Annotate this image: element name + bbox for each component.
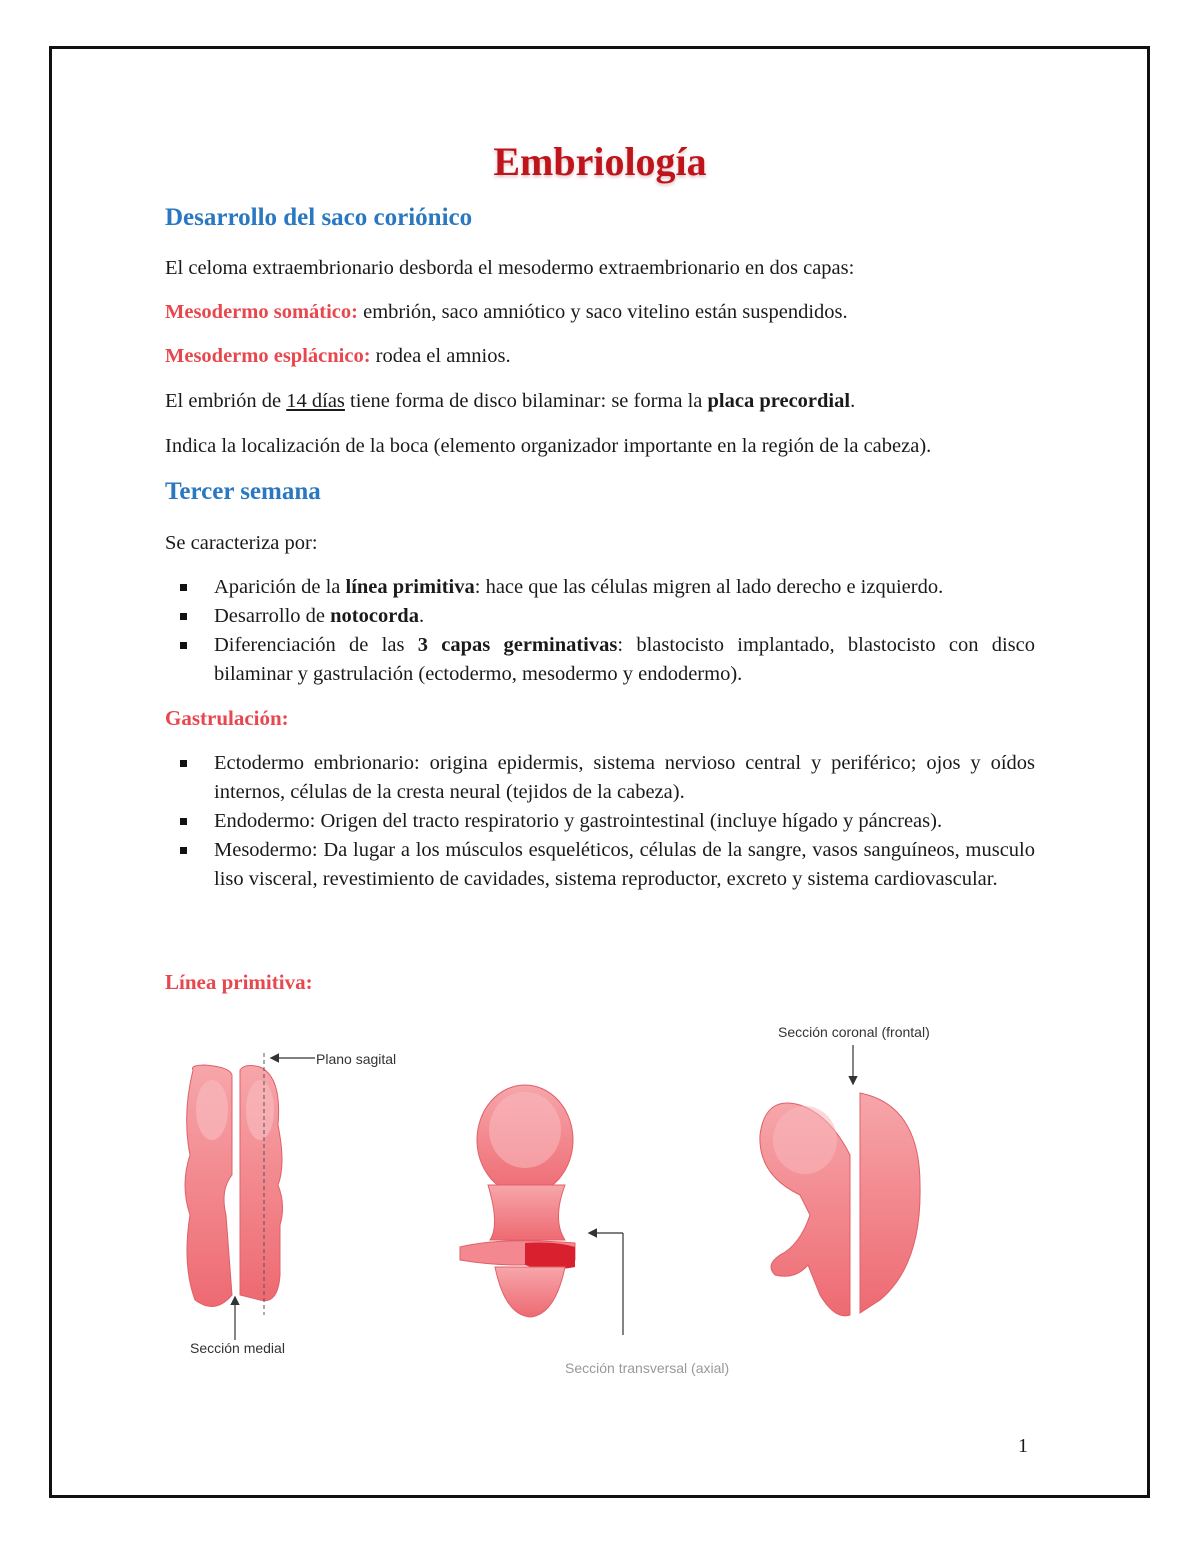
label-plano-sagital: Plano sagital bbox=[316, 1051, 397, 1067]
list-item: Mesodermo: Da lugar a los músculos esqueléticos, células de la sangre, vasos sanguíneos, musculo liso visceral, revestimiento de cavidades, sistema reproductor, excreto y sistema cardiovascular. bbox=[165, 836, 1035, 894]
paragraph-celoma: El celoma extraembrionario desborda el mesodermo extraembrionario en dos capas: bbox=[165, 257, 855, 279]
bullet-icon bbox=[180, 642, 187, 649]
term-mesodermo-somatico: Mesodermo somático: bbox=[165, 301, 358, 323]
label-seccion-coronal: Sección coronal (frontal) bbox=[778, 1024, 930, 1040]
heading-gastrulacion: Gastrulación: bbox=[165, 706, 289, 730]
paragraph-embrion-14-dias: El embrión de 14 días tiene forma de disco bilaminar: se forma la placa precordial. bbox=[165, 390, 856, 412]
list-tercer-semana bbox=[165, 573, 1035, 689]
paragraph-boca: Indica la localización de la boca (elemento organizador importante en la región de la cabeza). bbox=[165, 435, 932, 457]
section-heading-saco-corionico: Desarrollo del saco coriónico bbox=[165, 204, 473, 231]
page-number: 1 bbox=[1018, 1435, 1028, 1457]
embryo-sagittal-figure bbox=[185, 1053, 315, 1340]
list-item: Aparición de la línea primitiva: hace que las células migren al lado derecho e izquierdo. bbox=[165, 573, 1035, 602]
label-seccion-transversal: Sección transversal (axial) bbox=[565, 1360, 730, 1376]
list-item: Ectodermo embrionario: origina epidermis, sistema nervioso central y periférico; ojos y oídos internos, células de la cresta neural (tejidos de la cabeza). bbox=[165, 749, 1035, 807]
heading-linea-primitiva: Línea primitiva: bbox=[165, 970, 313, 994]
document-title: Embriología bbox=[493, 139, 707, 184]
section-heading-tercer-semana: Tercer semana bbox=[165, 478, 321, 505]
list-item: Diferenciación de las 3 capas germinativas: blastocisto implantado, blastocisto con disco bilaminar y gastrulación (ectodermo, mesodermo y endodermo). bbox=[165, 631, 1035, 689]
bullet-icon bbox=[180, 818, 187, 825]
bullet-icon bbox=[180, 847, 187, 854]
paragraph-mesodermo-somatico: Mesodermo somático: embrión, saco amniótico y saco vitelino están suspendidos. bbox=[165, 301, 848, 323]
embryo-transverse-figure bbox=[460, 1085, 623, 1335]
bullet-icon bbox=[180, 760, 187, 767]
paragraph-se-caracteriza: Se caracteriza por: bbox=[165, 532, 318, 554]
list-item: Endodermo: Origen del tracto respiratorio y gastrointestinal (incluye hígado y páncreas). bbox=[165, 807, 1035, 836]
list-gastrulacion bbox=[165, 749, 1035, 894]
term-mesodermo-esplacnico: Mesodermo esplácnico: bbox=[165, 345, 371, 367]
embryo-sections-figure bbox=[160, 1015, 1040, 1385]
embryo-coronal-figure bbox=[760, 1045, 920, 1316]
bullet-icon bbox=[180, 584, 187, 591]
paragraph-mesodermo-esplacnico: Mesodermo esplácnico: rodea el amnios. bbox=[165, 345, 511, 367]
list-item: Desarrollo de notocorda. bbox=[165, 602, 1035, 631]
bullet-icon bbox=[180, 613, 187, 620]
label-seccion-medial: Sección medial bbox=[190, 1340, 285, 1356]
